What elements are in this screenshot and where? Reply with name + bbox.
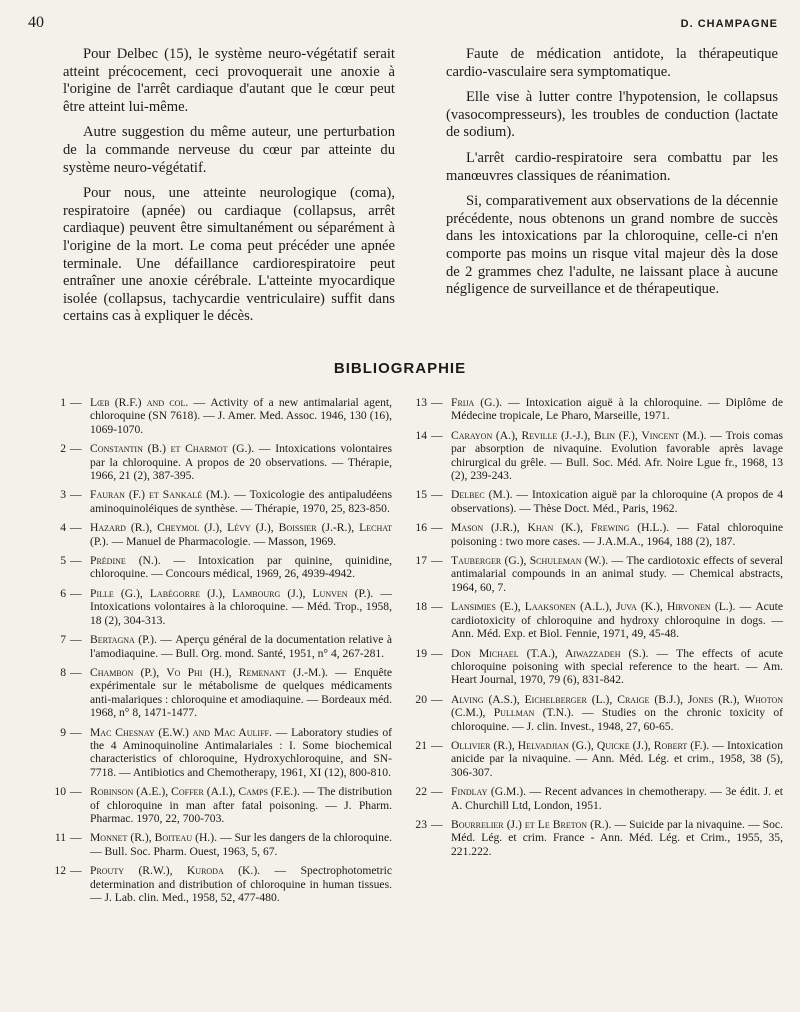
reference-entry bbox=[413, 818, 783, 858]
reference-authors: Bertagna (P.). — bbox=[90, 633, 176, 647]
reference-authors: Alving (A.S.), Eichelberger (L.), Craige (B.J.), Jones (R.), Whoton (C.M.), Pullman (T.N.). — bbox=[451, 692, 783, 720]
reference-text: The distribution of chloroquine in man after fatal poisoning. — J. Pharm. Pharmac. 1970, 22, 700-703. bbox=[90, 785, 392, 825]
reference-dash: — bbox=[431, 554, 443, 568]
reference-text: Studies on the chronic toxicity of chloroquine. — J. clin. Invest., 1948, 27, 60-65. bbox=[451, 706, 784, 733]
reference-entry bbox=[52, 831, 392, 858]
reference-dash: — bbox=[70, 396, 82, 409]
reference-number: 22 bbox=[415, 785, 427, 799]
reference-text: Intoxication anicide par la nivaquine. — Ann. Méd. Lég. et crim., 1958, 38 (5), 306-307. bbox=[451, 738, 783, 779]
reference-entry bbox=[52, 521, 392, 548]
reference-authors: Prouty (R.W.), Kuroda (K.). — bbox=[90, 864, 301, 878]
reference-text: Aperçu général de la documentation relative à l'amodiaquine. — Bull. Org. mond. Santé, 1951, n° 4, 267-281. bbox=[90, 633, 392, 660]
reference-text: Fatal chloroquine poisoning : two more cases. — J.A.M.A., 1964, 188 (2), 187. bbox=[451, 521, 783, 548]
reference-dash: — bbox=[431, 646, 443, 660]
reference-number: 8 bbox=[60, 665, 66, 679]
reference-text: Activity of a new antimalarial agent, chloroquine (SN 7618). — J. Amer. Med. Assoc. 1946, 130 (16), 1069-1070. bbox=[90, 396, 393, 436]
reference-dash: — bbox=[431, 692, 443, 706]
reference-dash: — bbox=[70, 554, 82, 568]
references-left-column bbox=[52, 396, 392, 910]
reference-entry bbox=[52, 587, 392, 627]
reference-authors: Monnet (R.), Boiteau (H.). — bbox=[90, 831, 235, 845]
reference-authors: Don Michael (T.A.), Aiwazzadeh (S.). — bbox=[451, 646, 677, 660]
reference-authors: Delbec (M.). — bbox=[451, 488, 532, 502]
paragraph: Elle vise à lutter contre l'hypotension, le collapsus (vasocompresseurs), les troubles de conduction (lactate de sodium). bbox=[446, 89, 778, 141]
reference-number: 2 bbox=[60, 442, 66, 456]
reference-authors: Constantin (B.) et Charmot (G.). — bbox=[90, 442, 276, 456]
paragraph: Faute de médication antidote, la thérapeutique cardio-vasculaire sera symptomatique. bbox=[446, 46, 778, 80]
reference-dash: — bbox=[431, 817, 443, 831]
reference-entry bbox=[413, 521, 783, 548]
reference-entry bbox=[52, 726, 392, 780]
reference-dash: — bbox=[70, 785, 82, 799]
reference-dash: — bbox=[431, 600, 443, 614]
reference-dash: — bbox=[431, 396, 443, 409]
reference-entry bbox=[52, 396, 392, 436]
reference-authors: Lansimies (E.), Laaksonen (A.L.), Juva (K.), Hirvonen (L.). — bbox=[451, 600, 756, 614]
reference-dash: — bbox=[431, 488, 443, 502]
running-header bbox=[28, 14, 778, 38]
reference-entry bbox=[413, 785, 783, 812]
reference-number: 15 bbox=[415, 488, 427, 502]
reference-dash: — bbox=[70, 521, 82, 535]
body-column-right bbox=[446, 46, 778, 307]
reference-text: Intoxication aiguë à la chloroquine. — Diplôme de Médecine tropicale, Le Pharo, Marseille, 1971. bbox=[451, 396, 783, 423]
reference-dash: — bbox=[70, 665, 82, 679]
reference-text: Manuel de Pharmacologie. — Masson, 1969. bbox=[126, 534, 337, 548]
reference-authors: Carayon (A.), Reville (J.-J.), Blin (F.), Vincent (M.). — bbox=[451, 428, 726, 442]
reference-entry bbox=[413, 429, 783, 483]
reference-number: 14 bbox=[415, 428, 427, 442]
reference-number: 7 bbox=[60, 633, 66, 647]
reference-number: 12 bbox=[54, 864, 66, 878]
reference-number: 19 bbox=[415, 646, 427, 660]
reference-authors: Findlay (G.M.). — bbox=[451, 785, 545, 799]
reference-text: Sur les dangers de la chloroquine. — Bull. Soc. Pharm. Ouest, 1963, 5, 67. bbox=[90, 831, 392, 858]
reference-authors: Lœb (R.F.) and col. — bbox=[90, 396, 211, 409]
reference-number: 11 bbox=[54, 831, 66, 845]
reference-number: 17 bbox=[415, 554, 427, 568]
reference-text: The effects of acute chloroquine poisoning with special reference to the heart. — Am. Heart Journal, 1970, 79 (6), 831-842. bbox=[451, 646, 783, 687]
reference-number: 13 bbox=[415, 396, 427, 409]
paragraph: Si, comparativement aux observations de la décennie précédente, nous obtenons un grand nombre de succès dans les intoxications par la chloroquine, celle-ci n'en comporte pas moins un risque vital majeur dès la dose de 2 grammes chez l'adulte, ne laissant place à aucune négligence de surveillance et de thérapeutique. bbox=[446, 193, 778, 298]
reference-dash: — bbox=[431, 521, 443, 535]
reference-dash: — bbox=[70, 586, 82, 600]
reference-authors: Fauran (F.) et Sankalé (M.). — bbox=[90, 488, 250, 502]
reference-text: Acute cardiotoxicity of chloroquine and hydroxy chloroquine in dogs. — Ann. Méd. Exp. et Biol. Fennie, 1971, 49, 45-48. bbox=[451, 600, 783, 641]
reference-number: 5 bbox=[60, 554, 66, 568]
reference-dash: — bbox=[431, 738, 443, 752]
reference-authors: Frija (G.). — bbox=[451, 396, 526, 409]
reference-authors: Mason (J.R.), Khan (K.), Frewing (H.L.). — bbox=[451, 521, 697, 535]
reference-entry bbox=[52, 666, 392, 720]
reference-number: 20 bbox=[415, 692, 427, 706]
reference-entry bbox=[52, 442, 392, 482]
reference-dash: — bbox=[70, 725, 82, 739]
reference-number: 1 bbox=[60, 396, 66, 409]
reference-dash: — bbox=[70, 633, 82, 647]
paragraph: Pour nous, une atteinte neurologique (coma), respiratoire (apnée) ou cardiaque (collapsus, arrêt cardiaque) peuvent être simultanément ou séparément à l'origine de la mort. Le coma peut précéder une apnée terminale. Une défaillance cardiorespiratoire peut entraîner une anoxie cérébrale. L'atteinte myocardique isolée (collapsus, tachycardie ventriculaire) suffit dans certains cas à expliquer le décès. bbox=[63, 185, 395, 325]
reference-text: Intoxication aiguë par la chloroquine (A propos de 4 observations). — Thèse Doct. Méd., Paris, 1962. bbox=[451, 488, 783, 515]
reference-text: Spectrophotometric determination and distribution of chloroquine in human tissues. — J. Lab. clin. Med., 1958, 52, 477-480. bbox=[90, 864, 392, 904]
reference-number: 23 bbox=[415, 817, 427, 831]
reference-text: Laboratory studies of the 4 Aminoquinoline Antimalariales : I. Some biochemical characteristics of chloroquine, Hydroxychloroquine, and SN-7718. — Antibiotics and Chemotherapy, 1961, XI (12), 800-810. bbox=[90, 725, 393, 779]
reference-entry bbox=[413, 488, 783, 515]
running-author: D. CHAMPAGNE bbox=[680, 18, 778, 30]
reference-entry bbox=[413, 739, 783, 779]
references-right-column bbox=[413, 396, 783, 864]
body-column-left bbox=[63, 46, 395, 334]
reference-number: 16 bbox=[415, 521, 427, 535]
reference-authors: Bourrelier (J.) et Le Breton (R.). — bbox=[451, 817, 630, 831]
reference-text: Toxicologie des antipaludéens aminoquinoléiques de synthèse. — Thérapie, 1970, 25, 823-850. bbox=[90, 488, 392, 515]
reference-authors: Hazard (R.), Cheymol (J.), Lévy (J.), Boissier (J.-R.), Lechat (P.). — bbox=[90, 521, 392, 548]
reference-authors: Pille (G.), Labégorre (J.), Lambourg (J.), Lunven (P.). — bbox=[90, 586, 392, 600]
reference-text: Enquête expérimentale sur le métabolisme de quelques médicaments anti-malariques : chloroquine et amodiaquine. — Bordeaux méd. 1968, n° 8, 1471-1477. bbox=[90, 665, 392, 720]
reference-dash: — bbox=[70, 442, 82, 456]
reference-number: 3 bbox=[60, 488, 66, 502]
reference-entry bbox=[52, 554, 392, 581]
reference-dash: — bbox=[431, 785, 443, 799]
reference-number: 6 bbox=[60, 586, 66, 600]
paragraph: Autre suggestion du même auteur, une perturbation de la commande nerveuse du cœur par atteinte du système neuro-végétatif. bbox=[63, 124, 395, 176]
reference-entry bbox=[52, 633, 392, 660]
page-number: 40 bbox=[28, 14, 44, 31]
reference-text: The cardiotoxic effects of several antimalarial compounds in an animal study. — Chemical abstracts, 1964, 60, 7. bbox=[451, 554, 783, 594]
reference-text: Intoxications volontaires par la chloroquine. A propos de 20 observations. — Thérapie, 1966, 21 (2), 387-395. bbox=[90, 442, 392, 483]
reference-entry bbox=[52, 785, 392, 825]
reference-dash: — bbox=[70, 864, 82, 878]
reference-authors: Chambon (P.), Vo Phi (H.), Remenant (J.-M.). — bbox=[90, 665, 354, 679]
reference-entry bbox=[413, 647, 783, 687]
reference-text: Intoxications volontaires à la chloroquine. — Méd. Trop., 1958, 18 (2), 304-313. bbox=[90, 600, 392, 627]
reference-authors: Mac Chesnay (E.W.) and Mac Auliff. — bbox=[90, 725, 292, 739]
reference-text: Intoxication par quinine, quinidine, chloroquine. — Concours médical, 1969, 26, 4939-4942. bbox=[90, 554, 392, 581]
reference-entry bbox=[413, 693, 783, 733]
reference-dash: — bbox=[70, 488, 82, 502]
reference-entry bbox=[413, 554, 783, 594]
reference-entry bbox=[413, 396, 783, 423]
paragraph: L'arrêt cardio-respiratoire sera combattu par les manœuvres classiques de réanimation. bbox=[446, 149, 778, 184]
reference-number: 9 bbox=[60, 725, 66, 739]
reference-entry bbox=[413, 600, 783, 640]
reference-number: 18 bbox=[415, 600, 427, 614]
reference-authors: Robinson (A.E.), Coffer (A.I.), Camps (F.E.). — bbox=[90, 785, 318, 799]
reference-entry bbox=[52, 488, 392, 515]
reference-text: Recent advances in chemotherapy. — 3e édit. J. et A. Churchill Ltd, London, 1951. bbox=[451, 785, 783, 812]
reference-entry bbox=[52, 864, 392, 904]
reference-text: Suicide par la nivaquine. — Soc. Méd. Lég. et crim. France - Ann. Méd. Lég. et Crim., 1955, 35, 221.222. bbox=[451, 817, 783, 858]
reference-number: 10 bbox=[54, 785, 66, 799]
paragraph: Pour Delbec (15), le système neuro-végétatif serait atteint précocement, ceci provoquerait une anoxie à l'origine de l'arrêt cardiaque d'autant que le cœur peut être atteint lui-même. bbox=[63, 46, 395, 115]
reference-dash: — bbox=[431, 428, 443, 442]
bibliography-heading: BIBLIOGRAPHIE bbox=[333, 360, 467, 377]
reference-authors: Prédine (N.). — bbox=[90, 554, 199, 568]
reference-dash: — bbox=[70, 831, 82, 845]
reference-authors: Tauberger (G.), Schuleman (W.). — bbox=[451, 554, 627, 568]
reference-text: Trois comas par absorption de nivaquine. Evolution favorable après lavage chirurgical du grêle. — Bull. Soc. Méd. Afr. Noire Lgue fr., 1968, 13 (2), 239-243. bbox=[451, 428, 783, 483]
reference-number: 4 bbox=[60, 521, 66, 535]
reference-authors: Ollivier (R.), Helvadjian (G.), Quicke (J.), Robert (F.). — bbox=[451, 738, 727, 752]
reference-number: 21 bbox=[415, 738, 427, 752]
